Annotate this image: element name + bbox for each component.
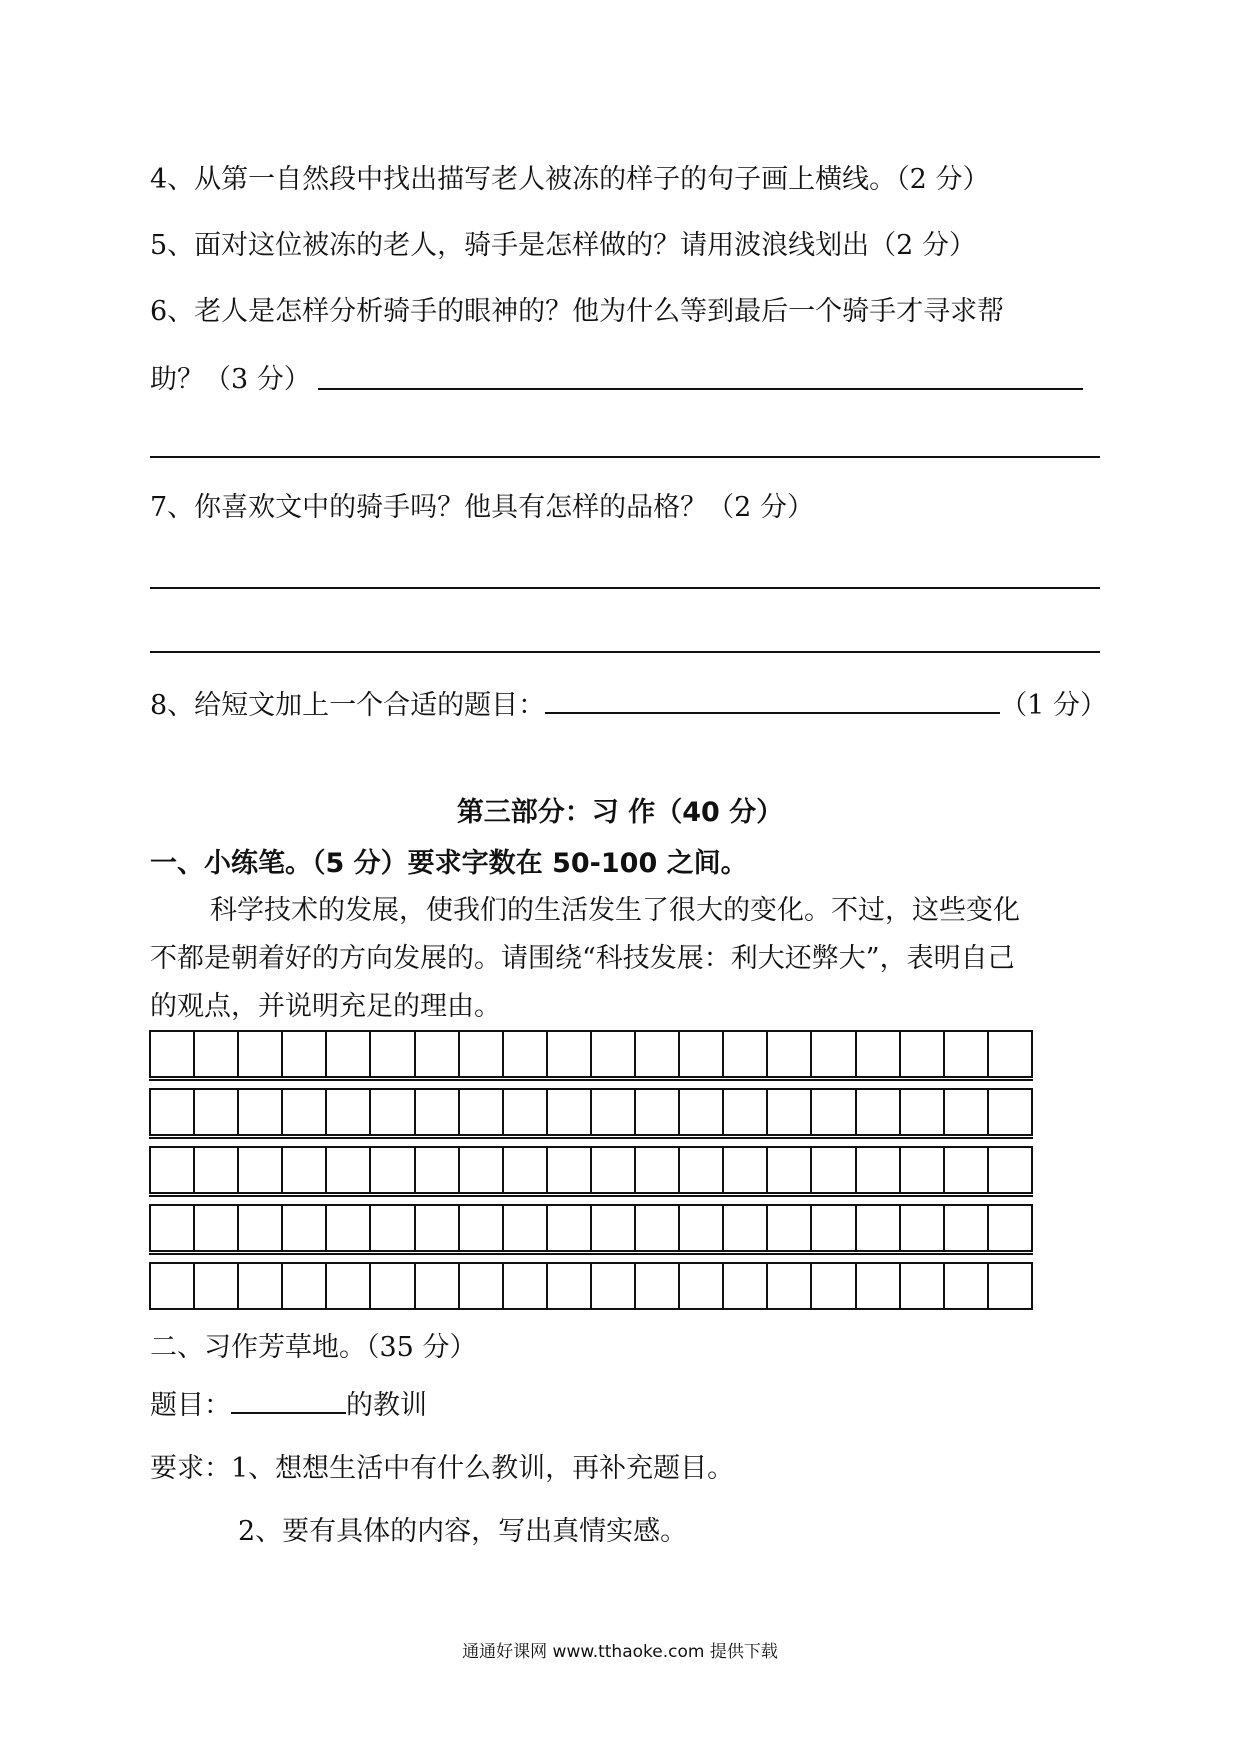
prompt-line3: 的观点，并说明充足的理由。: [150, 991, 501, 1022]
grid-row[interactable]: [149, 1030, 1033, 1078]
answer-line-q6b[interactable]: [150, 456, 1100, 458]
writing-grid[interactable]: [149, 1030, 1033, 1312]
topic-suffix: 的教训: [346, 1390, 427, 1421]
requirement-line1: 要求：1、想想生活中有什么教训，再补充题目。: [150, 1453, 735, 1484]
grid-row[interactable]: [149, 1262, 1033, 1310]
question-6-line1: 6、老人是怎样分析骑手的眼神的？他为什么等到最后一个骑手才寻求帮: [150, 296, 1005, 327]
grid-row[interactable]: [149, 1204, 1033, 1252]
prompt-line2: 不都是朝着好的方向发展的。请围绕“科技发展：利大还弊大”，表明自己: [150, 943, 1015, 974]
answer-blank-q8[interactable]: [545, 688, 1000, 714]
grid-separator: [149, 1076, 1033, 1081]
answer-line-q6a[interactable]: [318, 388, 1083, 390]
section2-heading: 二、习作芳草地。（35 分）: [150, 1332, 477, 1363]
question-7: 7、你喜欢文中的骑手吗？他具有怎样的品格？（2 分）: [150, 492, 814, 523]
question-4: 4、从第一自然段中找出描写老人被冻的样子的句子画上横线。（2 分）: [150, 164, 990, 195]
question-8: [150, 688, 1107, 724]
part3-title: 第三部分：习 作（40 分）: [456, 797, 784, 828]
question-8-suffix: （1 分）: [1000, 690, 1107, 721]
grid-row[interactable]: [149, 1088, 1033, 1136]
question-8-prefix: 8、给短文加上一个合适的题目：: [150, 690, 546, 721]
answer-line-q7b[interactable]: [150, 651, 1100, 653]
topic-prefix: 题目：: [150, 1390, 231, 1421]
grid-separator: [149, 1250, 1033, 1255]
section1-heading: 一、小练笔。（5 分）要求字数在 50-100 之间。: [150, 848, 748, 879]
grid-row[interactable]: [149, 1146, 1033, 1194]
topic-blank[interactable]: [231, 1388, 346, 1414]
question-6-line2: 助？（3 分）: [150, 364, 311, 395]
topic-line: [150, 1388, 427, 1424]
grid-separator: [149, 1134, 1033, 1139]
prompt-line1: 科学技术的发展，使我们的生活发生了很大的变化。不过，这些变化: [210, 895, 1020, 926]
requirement-line2: 2、要有具体的内容，写出真情实感。: [238, 1516, 688, 1547]
footer-text: 通通好课网 www.tthaoke.com 提供下载: [462, 1642, 778, 1662]
question-5: 5、面对这位被冻的老人，骑手是怎样做的？请用波浪线划出（2 分）: [150, 230, 976, 261]
answer-line-q7a[interactable]: [150, 587, 1100, 589]
grid-separator: [149, 1192, 1033, 1197]
